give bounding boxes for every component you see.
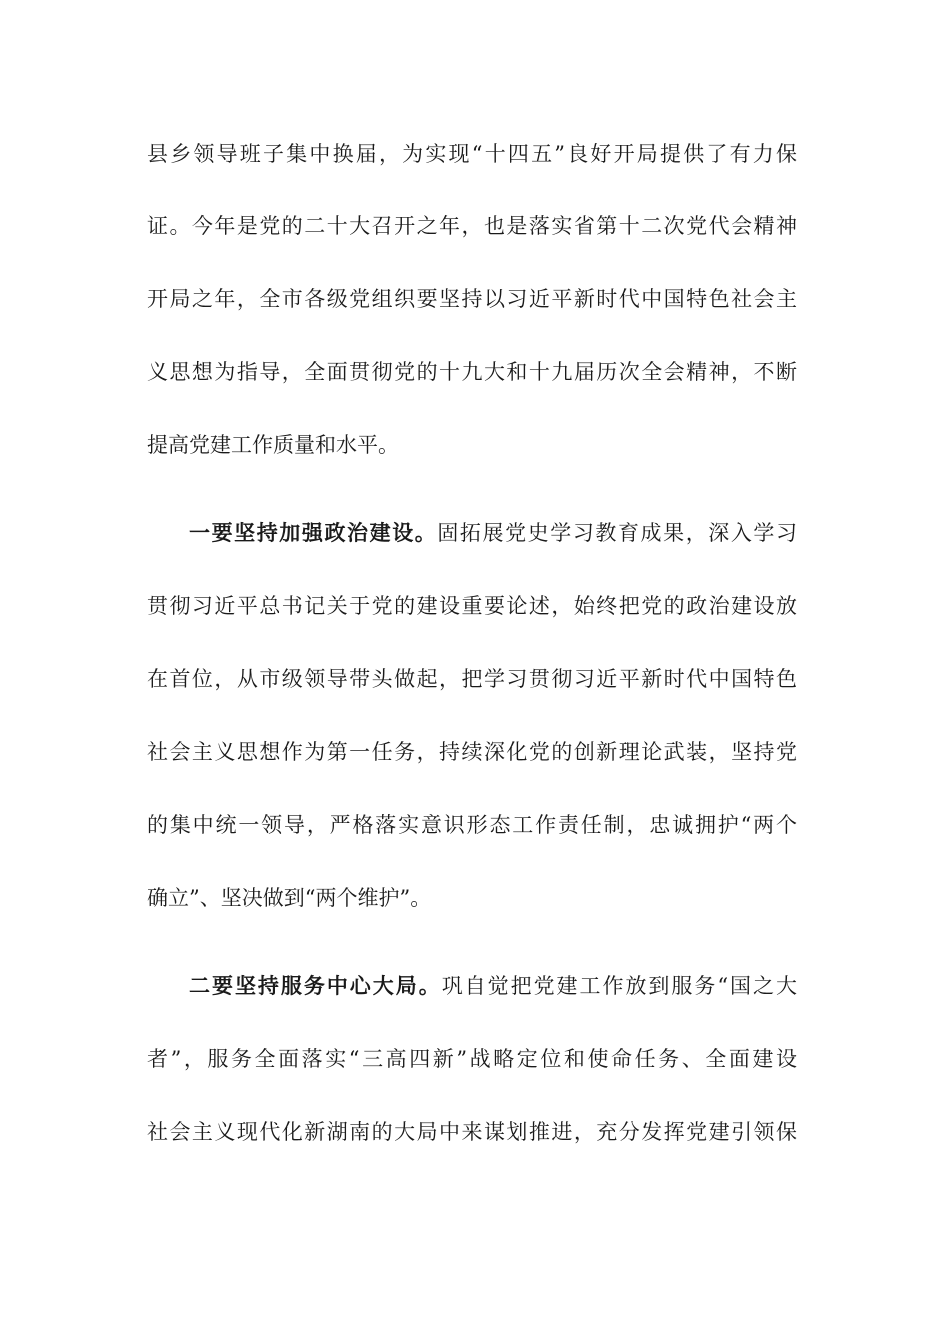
paragraph-line: 者”，服务全面落实“三高四新”战略定位和使命任务、全面建设 [147, 1047, 797, 1071]
paragraph-line: 开局之年，全市各级党组织要坚持以习近平新时代中国特色社会主 [147, 287, 797, 311]
section-text: 固拓展党史学习教育成果，深入学习 [437, 521, 798, 545]
section-heading: 一要坚持加强政治建设。 [189, 520, 438, 545]
paragraph-line: 在首位，从市级领导带头做起，把学习贯彻习近平新时代中国特色 [147, 667, 797, 691]
paragraph-line: 社会主义思想作为第一任务，持续深化党的创新理论武装，坚持党 [147, 740, 797, 764]
paragraph-line: 确立”、坚决做到“两个维护”。 [147, 886, 432, 910]
paragraph-line: 贯彻习近平总书记关于党的建设重要论述，始终把党的政治建设放 [147, 594, 797, 618]
paragraph-line: 的集中统一领导，严格落实意识形态工作责任制，忠诚拥护“两个 [147, 813, 797, 837]
section-text: 巩自觉把党建工作放到服务“国之大 [441, 974, 797, 998]
paragraph-line: 义思想为指导，全面贯彻党的十九大和十九届历次全会精神，不断 [147, 360, 797, 384]
section-first-line [189, 519, 797, 547]
paragraph-line: 社会主义现代化新湖南的大局中来谋划推进，充分发挥党建引领保 [147, 1120, 797, 1144]
section-heading: 二要坚持服务中心大局。 [189, 973, 442, 998]
paragraph-line: 县乡领导班子集中换届，为实现“十四五”良好开局提供了有力保 [147, 142, 797, 166]
paragraph-line: 提高党建工作质量和水平。 [147, 433, 399, 457]
section-first-line [189, 972, 797, 1000]
paragraph-line: 证。今年是党的二十大召开之年，也是落实省第十二次党代会精神 [147, 214, 797, 238]
